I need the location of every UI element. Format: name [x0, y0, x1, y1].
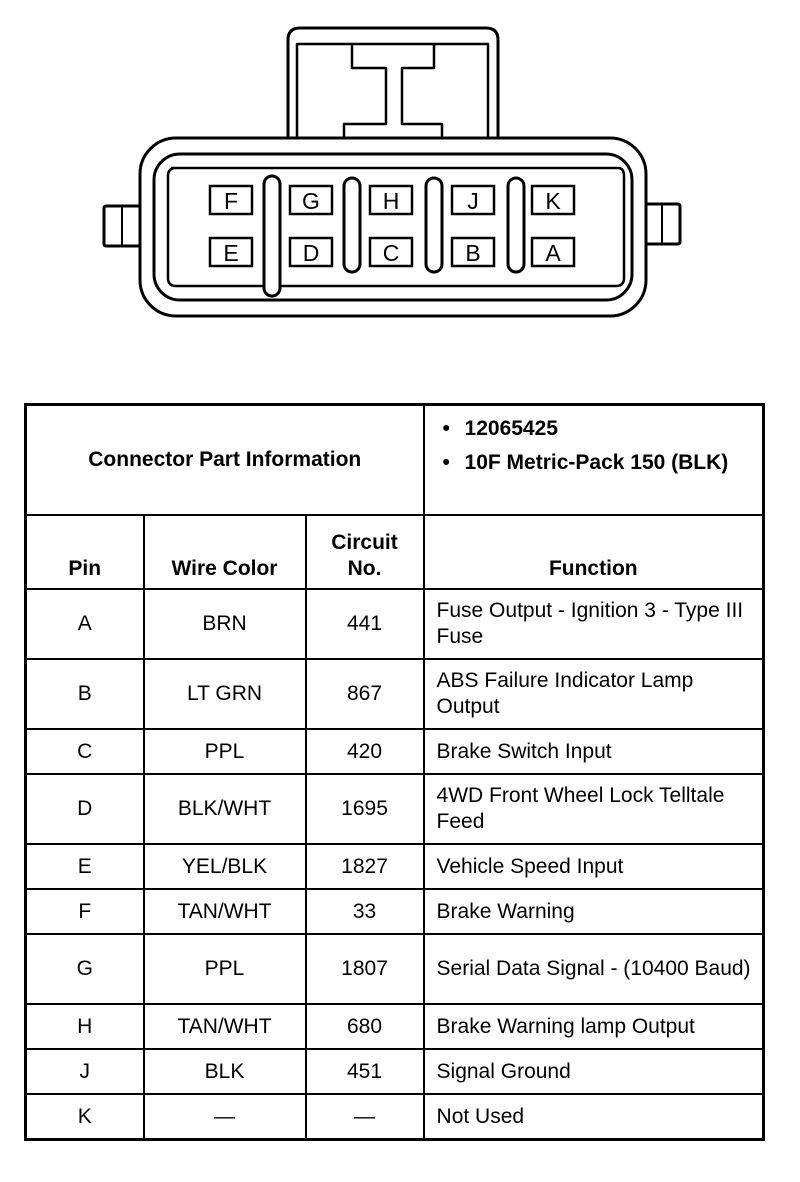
header-circuit-line2: No. [347, 557, 382, 580]
pin-label-D: D [302, 240, 320, 266]
pin-label-G: G [302, 188, 320, 214]
connector-outer-shell [140, 138, 646, 316]
pin-label-E: E [223, 240, 239, 266]
circuit-no-cell: 441 [306, 589, 424, 659]
function-cell: Serial Data Signal - (10400 Baud) [424, 934, 764, 1004]
wire-color-cell: BLK/WHT [144, 774, 306, 844]
function-cell: Not Used [424, 1094, 764, 1140]
circuit-no-cell: 33 [306, 889, 424, 934]
wire-color-cell: TAN/WHT [144, 1004, 306, 1049]
pin-cell: A [26, 589, 144, 659]
pin-label-A: A [545, 240, 561, 266]
table-row [26, 774, 764, 844]
connector-latch-inner [297, 44, 488, 138]
circuit-no-cell: — [306, 1094, 424, 1140]
header-function: Function [424, 515, 764, 589]
function-cell: ABS Failure Indicator Lamp Output [424, 659, 764, 729]
circuit-no-cell: 1827 [306, 844, 424, 889]
circuit-no-cell: 420 [306, 729, 424, 774]
header-pin: Pin [26, 515, 144, 589]
table-row [26, 659, 764, 729]
wire-color-cell: TAN/WHT [144, 889, 306, 934]
pin-cell: H [26, 1004, 144, 1049]
wire-color-cell: BLK [144, 1049, 306, 1094]
circuit-no-cell: 680 [306, 1004, 424, 1049]
function-cell: Brake Switch Input [424, 729, 764, 774]
table-row [26, 1004, 764, 1049]
function-cell: Brake Warning lamp Output [424, 1004, 764, 1049]
table-row [26, 889, 764, 934]
circuit-no-cell: 867 [306, 659, 424, 729]
circuit-no-cell: 1695 [306, 774, 424, 844]
pin-cell: E [26, 844, 144, 889]
table-header-row [26, 515, 764, 589]
table-row [26, 729, 764, 774]
pin-cell: G [26, 934, 144, 1004]
pin-cell: C [26, 729, 144, 774]
wire-color-cell: PPL [144, 934, 306, 1004]
pin-cell: D [26, 774, 144, 844]
table-row [26, 844, 764, 889]
table-row [26, 934, 764, 1004]
pin-cell: F [26, 889, 144, 934]
pinout-table [24, 403, 765, 1141]
table-row [26, 1094, 764, 1140]
function-cell: Brake Warning [424, 889, 764, 934]
connector-info-title: Connector Part Information [26, 405, 424, 516]
wire-color-cell: LT GRN [144, 659, 306, 729]
pin-cell: K [26, 1094, 144, 1140]
table-row [26, 589, 764, 659]
part-number-item: • 12065425 [439, 416, 763, 442]
function-cell: 4WD Front Wheel Lock Telltale Feed [424, 774, 764, 844]
header-circuit-line1: Circuit [331, 531, 398, 554]
function-cell: Vehicle Speed Input [424, 844, 764, 889]
table-row [26, 1049, 764, 1094]
pin-label-F: F [223, 188, 239, 214]
circuit-no-cell: 1807 [306, 934, 424, 1004]
header-wire-color: Wire Color [144, 515, 306, 589]
pin-label-K: K [545, 188, 561, 214]
function-cell: Fuse Output - Ignition 3 - Type III Fuse [424, 589, 764, 659]
pin-label-B: B [465, 240, 481, 266]
header-circuit-no [306, 515, 424, 589]
wire-color-cell: YEL/BLK [144, 844, 306, 889]
connector-info-row [26, 405, 764, 516]
function-cell: Signal Ground [424, 1049, 764, 1094]
wire-color-cell: — [144, 1094, 306, 1140]
wire-color-cell: BRN [144, 589, 306, 659]
pin-label-J: J [467, 188, 479, 214]
part-number-item: • 10F Metric-Pack 150 (BLK) [439, 450, 763, 476]
wire-color-cell: PPL [144, 729, 306, 774]
latch-t-slot [344, 44, 442, 138]
connector-face-diagram [0, 0, 800, 330]
connector-part-numbers [424, 405, 764, 516]
pinout-rows [26, 589, 764, 1140]
pin-cell: J [26, 1049, 144, 1094]
pin-cell: B [26, 659, 144, 729]
keying-rib-1 [264, 176, 280, 296]
pin-label-H: H [382, 188, 400, 214]
pin-label-C: C [382, 240, 400, 266]
circuit-no-cell: 451 [306, 1049, 424, 1094]
